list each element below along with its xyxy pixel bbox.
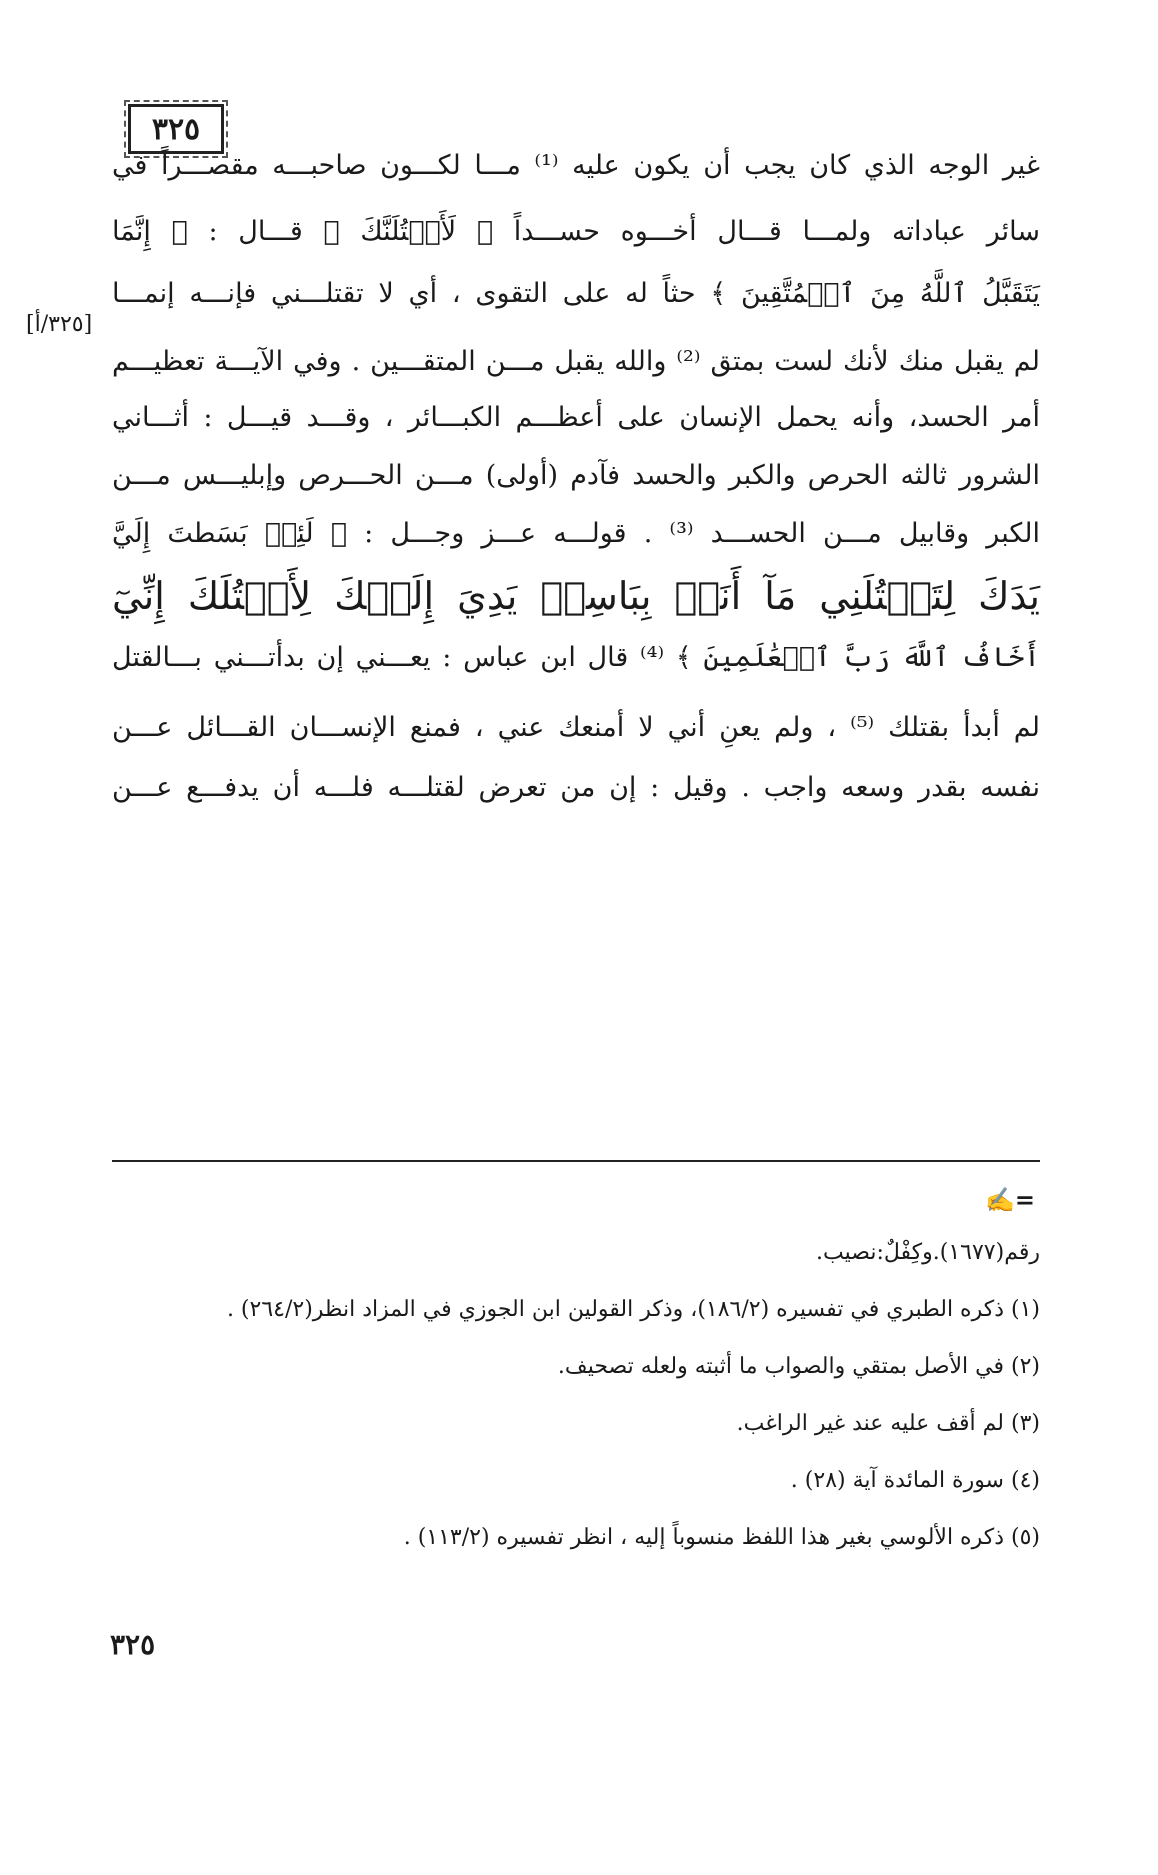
- main-text: [112, 140, 1040, 830]
- text-line: لم يقبل منك لأنك لست بمتق ⁽²⁾ والله يقبل مـــن المتقـــين . وفي الآيـــة تعظيـــم: [112, 346, 1040, 377]
- footer-page-number: ٣٢٥: [110, 1628, 156, 1661]
- footnotes: [112, 1238, 1040, 1580]
- continuation-mark: ✍=: [985, 1185, 1035, 1214]
- manuscript-folio-note: [٣٢٥/أ]: [26, 312, 93, 337]
- page-number-box: ٣٢٥: [128, 104, 224, 154]
- text-line: يَتَقَبَّلُ ٱللَّهُ مِنَ ٱلۡمُتَّقِينَ ﴾ حثاً له على التقوى ، أي لا تقتلـــني فإنـــه إنمـــا: [112, 278, 1040, 309]
- text-line: أَخَافُ ٱللَّهَ رَبَّ ٱلۡعَٰلَمِينَ ﴾ ⁽⁴⁾ قال ابن عباس : يعـــني إن بدأتـــني بـــالقتل: [112, 642, 1040, 673]
- text-line: الشرور ثالثه الحرص والكبر والحسد فآدم (أولى) مـــن الحـــرص وإبليـــس مـــن: [112, 460, 1040, 491]
- footnote-continuation: رقم(١٦٧٧).وكِفْلٌ:نصيب.: [816, 1240, 1040, 1265]
- text-line: غير الوجه الذي كان يجب أن يكون عليه ⁽¹⁾ مـــا لكـــون صاحبـــه مقصـــراً في: [112, 150, 1040, 181]
- footnote-2: (٢) في الأصل بمتقي والصواب ما أثبته ولعله تصحيف.: [557, 1354, 1040, 1379]
- footnote-4: (٤) سورة المائدة آية (٢٨) .: [790, 1468, 1040, 1493]
- text-line: الكبر وقابيل مـــن الحســـد ⁽³⁾ . قولـــه عـــز وجـــل : ﴿ لَئِنۢ بَسَطتَ إِلَيَّ: [112, 518, 1040, 549]
- pen-icon: ✍: [985, 1185, 1015, 1214]
- text-line: لم أبدأ بقتلك ⁽⁵⁾ ، ولم يعنِ أني لا أمنعك عني ، فمنع الإنســـان القـــائل عـــن: [112, 712, 1040, 743]
- text-line: سائر عباداته ولمـــا قـــال أخـــوه حســـداً ﴿ لَأَقۡتُلَنَّكَ ﴾ قـــال : ﴿ إِنَّمَا: [112, 216, 1040, 247]
- footnote-3: (٣) لم أقف عليه عند غير الراغب.: [736, 1411, 1040, 1436]
- text-line: نفسه بقدر وسعه واجب . وقيل : إن من تعرض لقتلـــه فلـــه أن يدفـــع عـــن: [112, 772, 1040, 803]
- quran-verse-line: يَدَكَ لِتَقۡتُلَنِي مَآ أَنَا۠ بِبَاسِطٖ يَدِيَ إِلَيۡكَ لِأَقۡتُلَكَ إِنِّيٓ: [112, 574, 1040, 618]
- footnote-divider: [112, 1160, 1040, 1162]
- text-line: أمر الحسد، وأنه يحمل الإنسان على أعظـــم الكبـــائر ، وقـــد قيـــل : أثـــاني: [112, 402, 1040, 433]
- footnote-5: (٥) ذكره الألوسي بغير هذا اللفظ منسوباً إليه ، انظر تفسيره (١١٣/٢) .: [403, 1525, 1040, 1550]
- footnote-1: (١) ذكره الطبري في تفسيره (١٨٦/٢)، وذكر القولين ابن الجوزي في المزاد انظر(٢٦٤/٢) .: [226, 1297, 1040, 1322]
